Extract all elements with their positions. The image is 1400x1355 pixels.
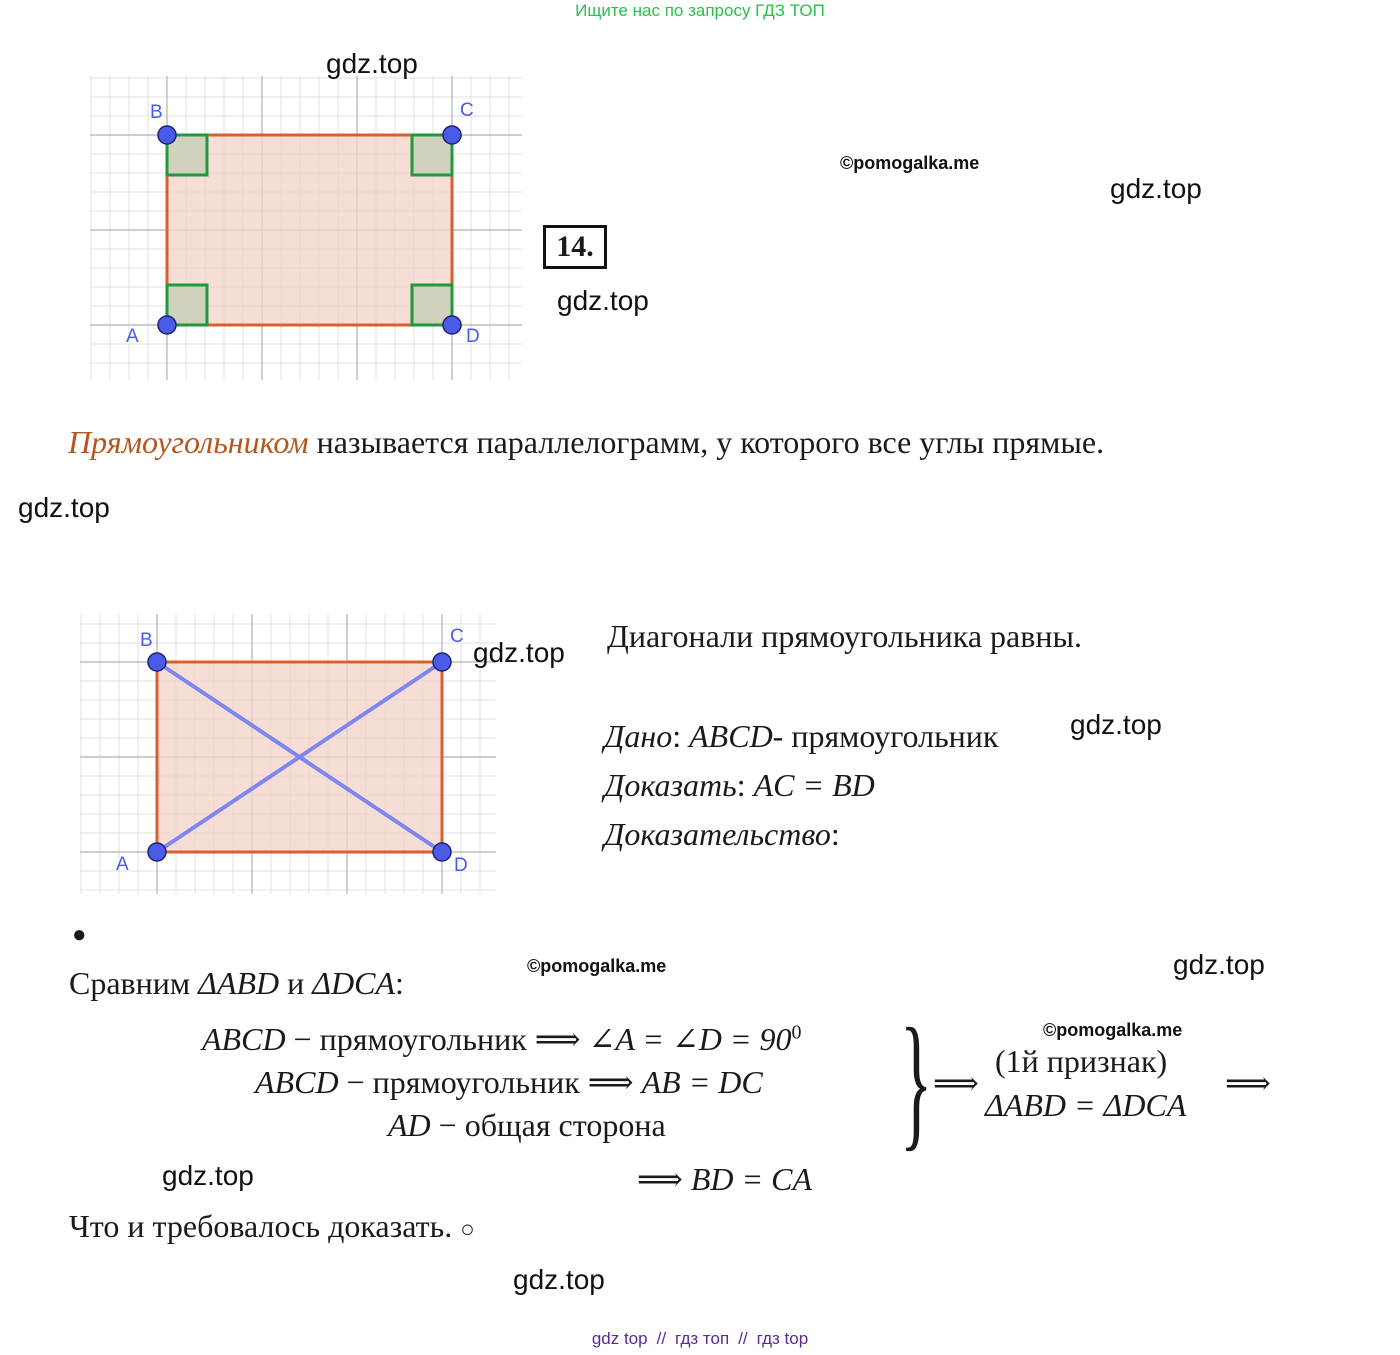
given-label: Дано [604,718,673,754]
watermark-gdz: gdz.top [162,1160,254,1191]
qed-mark: ○ [460,1217,475,1243]
vertex-d [443,316,461,334]
prove-math: AC = BD [753,767,875,803]
given-math: ABCD [689,718,773,754]
theorem: Диагонали прямоугольника равны. [607,618,1082,654]
watermark-pomogalka: ©pomogalka.me [527,956,667,976]
label-c: C [460,100,474,121]
footer-link-gdz-top-ru[interactable]: гдз топ [675,1329,730,1348]
definition-text: называется параллелограмм, у которого все углы прямые. [308,424,1105,460]
system-line-3: AD − общая сторона [388,1107,666,1143]
watermark-pomogalka: ©pomogalka.me [840,153,980,173]
figure-rectangle-angles [86,76,526,384]
watermark-gdz: gdz.top [557,285,649,316]
rectangle-abcd [167,135,452,325]
proof-label: Доказательство: [604,816,840,852]
header-note: Ищите нас по запросу ГДЗ ТОП [575,1,825,20]
label-d: D [454,855,468,876]
result: ⟹ BD = CA [637,1161,813,1197]
vertex-d [433,843,451,861]
watermark-gdz: gdz.top [513,1264,605,1295]
footer-link-gdz-top-mixed[interactable]: гдз top [756,1329,809,1348]
bullet: ● [72,922,87,948]
right-brace: } [900,998,933,1164]
footer-link-gdz-top[interactable]: gdz top [591,1329,648,1348]
label-c: C [450,626,464,647]
vertex-b [158,126,176,144]
system-line-2: ABCD − прямоугольник ⟹ AB = DC [255,1064,763,1100]
footer-links: gdz top // гдз топ // гдз top [591,1329,809,1348]
watermark-gdz: gdz.top [473,637,565,668]
vertex-c [443,126,461,144]
triangle-abd: ΔABD [198,965,280,1001]
vertex-c [433,653,451,671]
label-d: D [466,326,480,347]
vertex-a [158,316,176,334]
implies-arrow-2: ⟹ [1225,1065,1271,1101]
criterion-sign: (1й признак) [995,1043,1168,1079]
label-a: A [116,854,129,875]
watermark-pomogalka: ©pomogalka.me [1043,1020,1183,1040]
qed: Что и требовалось доказать. ○ [69,1208,475,1244]
label-b: B [150,102,163,123]
vertex-b [148,653,166,671]
compare-line: Сравним ΔABD и ΔDCA: [69,965,404,1001]
prove-label: Доказать [604,767,737,803]
task-number: 14. [543,225,607,269]
prove: Доказать: AC = BD [604,767,875,803]
watermark-gdz: gdz.top [1070,709,1162,740]
implies-arrow: ⟹ [933,1065,979,1101]
triangle-dca: ΔDCA [312,965,396,1001]
watermark-gdz: gdz.top [326,48,418,79]
definition-term: Прямоугольником [68,424,309,460]
given-text: - прямоугольник [772,718,999,754]
watermark-gdz: gdz.top [1110,173,1202,204]
vertex-a [148,843,166,861]
definition [68,424,1104,461]
system-line-1: ABCD − прямоугольник ⟹ ∠A = ∠D = $90^0$ [202,1021,802,1057]
figure-rectangle-diagonals [76,614,500,898]
watermark-gdz: gdz.top [18,492,110,523]
label-b: B [140,630,153,651]
label-a: A [126,326,139,347]
watermark-gdz: gdz.top [1173,949,1265,980]
triangles-equal: ΔABD = ΔDCA [985,1087,1187,1123]
given: Дано: ABCD- прямоугольник [604,718,999,754]
